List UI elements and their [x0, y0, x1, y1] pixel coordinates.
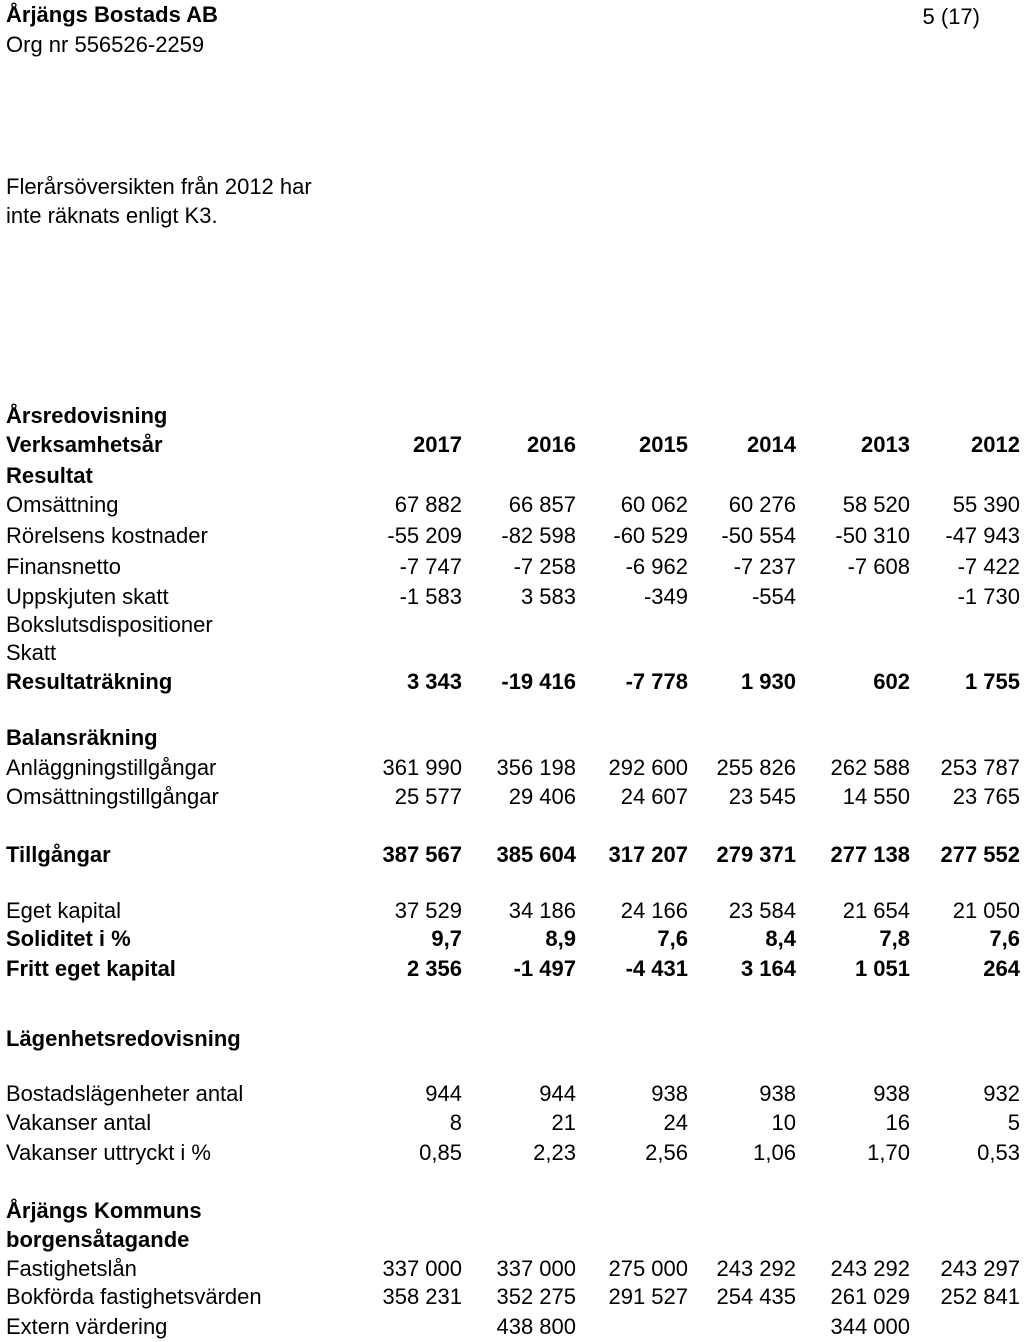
- table-cell: 5: [1007, 1110, 1020, 1135]
- row-label-omsattning: Omsättning: [6, 492, 119, 517]
- row-label-finansnetto: Finansnetto: [6, 554, 121, 579]
- table-cell: -7 422: [957, 554, 1020, 579]
- table-cell: 3 583: [520, 584, 576, 609]
- row-label-vakanser-antal: Vakanser antal: [6, 1110, 152, 1135]
- section-heading-borgensatagande: borgensåtagande: [6, 1227, 190, 1252]
- section-title-arsredovisning: Årsredovisning: [6, 403, 168, 428]
- table-cell: 938: [873, 1081, 910, 1106]
- table-cell: -1 730: [957, 584, 1020, 609]
- section-heading-resultat: Resultat: [6, 463, 93, 488]
- table-cell: 277 138: [830, 842, 910, 867]
- table-cell: 8: [449, 1110, 462, 1135]
- table-cell: 24 166: [620, 898, 688, 923]
- table-cell: 255 826: [716, 755, 796, 780]
- table-cell: 291 527: [608, 1284, 688, 1309]
- table-cell: 932: [983, 1081, 1020, 1106]
- table-cell: -6 962: [625, 554, 688, 579]
- k3-note-line-2: inte räknats enligt K3.: [6, 203, 218, 228]
- row-label-fritt-eget-kapital: Fritt eget kapital: [6, 956, 176, 981]
- table-cell: 275 000: [608, 1256, 688, 1281]
- table-cell: 14 550: [842, 784, 910, 809]
- table-cell: 252 841: [940, 1284, 1020, 1309]
- table-cell: -82 598: [501, 523, 576, 548]
- table-cell: -4 431: [625, 956, 688, 981]
- row-label-bokforda-fastighetsvarden: Bokförda fastighetsvärden: [6, 1284, 262, 1309]
- year-row-label: Verksamhetsår: [6, 432, 163, 457]
- table-cell: 7,6: [657, 926, 688, 951]
- table-cell: 3 164: [740, 956, 796, 981]
- table-cell: 60 062: [620, 492, 688, 517]
- table-cell: 16: [885, 1110, 910, 1135]
- row-label-bokslutsdispositioner: Bokslutsdispositioner: [6, 612, 213, 637]
- year-header: 2016: [527, 432, 576, 457]
- table-cell: 387 567: [382, 842, 462, 867]
- table-cell: -1 583: [399, 584, 462, 609]
- table-cell: 352 275: [496, 1284, 576, 1309]
- row-label-fastighetslan: Fastighetslån: [6, 1256, 137, 1281]
- table-cell: 261 029: [830, 1284, 910, 1309]
- table-cell: 277 552: [940, 842, 1020, 867]
- table-cell: 23 545: [728, 784, 796, 809]
- table-cell: -50 554: [721, 523, 796, 548]
- table-cell: 0,85: [419, 1140, 462, 1165]
- table-cell: 337 000: [496, 1256, 576, 1281]
- table-cell: 66 857: [508, 492, 576, 517]
- table-cell: -7 747: [399, 554, 462, 579]
- table-cell: -7 237: [733, 554, 796, 579]
- table-cell: -7 608: [847, 554, 910, 579]
- table-cell: 243 297: [940, 1256, 1020, 1281]
- table-cell: 29 406: [508, 784, 576, 809]
- row-label-soliditet: Soliditet i %: [6, 926, 131, 951]
- table-cell: -19 416: [501, 669, 576, 694]
- table-cell: 938: [651, 1081, 688, 1106]
- table-cell: 21: [551, 1110, 576, 1135]
- table-cell: 292 600: [608, 755, 688, 780]
- table-cell: 1 930: [740, 669, 796, 694]
- table-cell: 23 584: [728, 898, 796, 923]
- table-cell: -554: [751, 584, 796, 609]
- table-cell: 2,56: [645, 1140, 688, 1165]
- table-cell: 24 607: [620, 784, 688, 809]
- table-cell: 10: [771, 1110, 796, 1135]
- table-cell: 344 000: [830, 1314, 910, 1339]
- table-cell: 358 231: [382, 1284, 462, 1309]
- table-cell: 337 000: [382, 1256, 462, 1281]
- table-cell: 55 390: [952, 492, 1020, 517]
- section-heading-kommun: Årjängs Kommuns: [6, 1198, 202, 1223]
- page-number: 5 (17): [922, 4, 980, 29]
- table-cell: 438 800: [496, 1314, 576, 1339]
- table-cell: 944: [425, 1081, 462, 1106]
- table-cell: 1,70: [867, 1140, 910, 1165]
- row-label-skatt: Skatt: [6, 640, 57, 665]
- table-cell: 264: [983, 956, 1020, 981]
- row-label-rorelsens-kostnader: Rörelsens kostnader: [6, 523, 208, 548]
- row-label-bostadslagenheter: Bostadslägenheter antal: [6, 1081, 244, 1106]
- row-label-eget-kapital: Eget kapital: [6, 898, 121, 923]
- table-cell: 34 186: [508, 898, 576, 923]
- table-cell: 0,53: [977, 1140, 1020, 1165]
- table-cell: -55 209: [387, 523, 462, 548]
- table-cell: 243 292: [830, 1256, 910, 1281]
- table-cell: 2,23: [533, 1140, 576, 1165]
- table-cell: -47 943: [945, 523, 1020, 548]
- section-heading-lagenhetsredovisning: Lägenhetsredovisning: [6, 1026, 241, 1051]
- table-cell: 254 435: [716, 1284, 796, 1309]
- year-header: 2014: [747, 432, 796, 457]
- table-cell: 23 765: [952, 784, 1020, 809]
- table-cell: -50 310: [835, 523, 910, 548]
- table-cell: -60 529: [613, 523, 688, 548]
- row-label-extern-vardering: Extern värdering: [6, 1314, 168, 1339]
- table-cell: 3 343: [406, 669, 462, 694]
- row-label-vakanser-procent: Vakanser uttryckt i %: [6, 1140, 211, 1165]
- k3-note-line-1: Flerårsöversikten från 2012 har: [6, 174, 312, 199]
- table-cell: 60 276: [728, 492, 796, 517]
- row-label-uppskjuten-skatt: Uppskjuten skatt: [6, 584, 169, 609]
- table-cell: 21 654: [842, 898, 910, 923]
- year-header: 2015: [639, 432, 688, 457]
- table-cell: 24: [663, 1110, 688, 1135]
- table-cell: 8,4: [765, 926, 796, 951]
- table-cell: -7 258: [513, 554, 576, 579]
- table-cell: 37 529: [394, 898, 462, 923]
- table-cell: 25 577: [394, 784, 462, 809]
- org-number: Org nr 556526-2259: [6, 32, 205, 57]
- table-cell: 21 050: [952, 898, 1020, 923]
- row-label-tillgangar: Tillgångar: [6, 842, 111, 867]
- table-cell: 2 356: [406, 956, 462, 981]
- row-label-anlaggningstillgangar: Anläggningstillgångar: [6, 755, 217, 780]
- k3-note: [6, 172, 312, 230]
- table-cell: 9,7: [431, 926, 462, 951]
- table-cell: 938: [759, 1081, 796, 1106]
- table-cell: -349: [643, 584, 688, 609]
- table-cell: 1,06: [753, 1140, 796, 1165]
- section-heading-balansrakning: Balansräkning: [6, 725, 158, 750]
- table-cell: 361 990: [382, 755, 462, 780]
- row-label-omsattningstillgangar: Omsättningstillgångar: [6, 784, 219, 809]
- table-cell: 1 051: [854, 956, 910, 981]
- table-cell: 317 207: [608, 842, 688, 867]
- row-label-resultatrakning: Resultaträkning: [6, 669, 173, 694]
- company-name: Årjängs Bostads AB: [6, 2, 218, 27]
- table-cell: 7,8: [879, 926, 910, 951]
- table-cell: 8,9: [545, 926, 576, 951]
- table-cell: 7,6: [989, 926, 1020, 951]
- table-cell: -7 778: [625, 669, 688, 694]
- table-cell: 385 604: [496, 842, 576, 867]
- year-header: 2017: [413, 432, 462, 457]
- table-cell: 58 520: [842, 492, 910, 517]
- table-cell: -1 497: [513, 956, 576, 981]
- table-cell: 243 292: [716, 1256, 796, 1281]
- table-cell: 253 787: [940, 755, 1020, 780]
- table-cell: 262 588: [830, 755, 910, 780]
- year-header: 2012: [971, 432, 1020, 457]
- table-cell: 944: [539, 1081, 576, 1106]
- table-cell: 67 882: [394, 492, 462, 517]
- table-cell: 279 371: [716, 842, 796, 867]
- table-cell: 356 198: [496, 755, 576, 780]
- year-header: 2013: [861, 432, 910, 457]
- table-cell: 602: [873, 669, 910, 694]
- table-cell: 1 755: [964, 669, 1020, 694]
